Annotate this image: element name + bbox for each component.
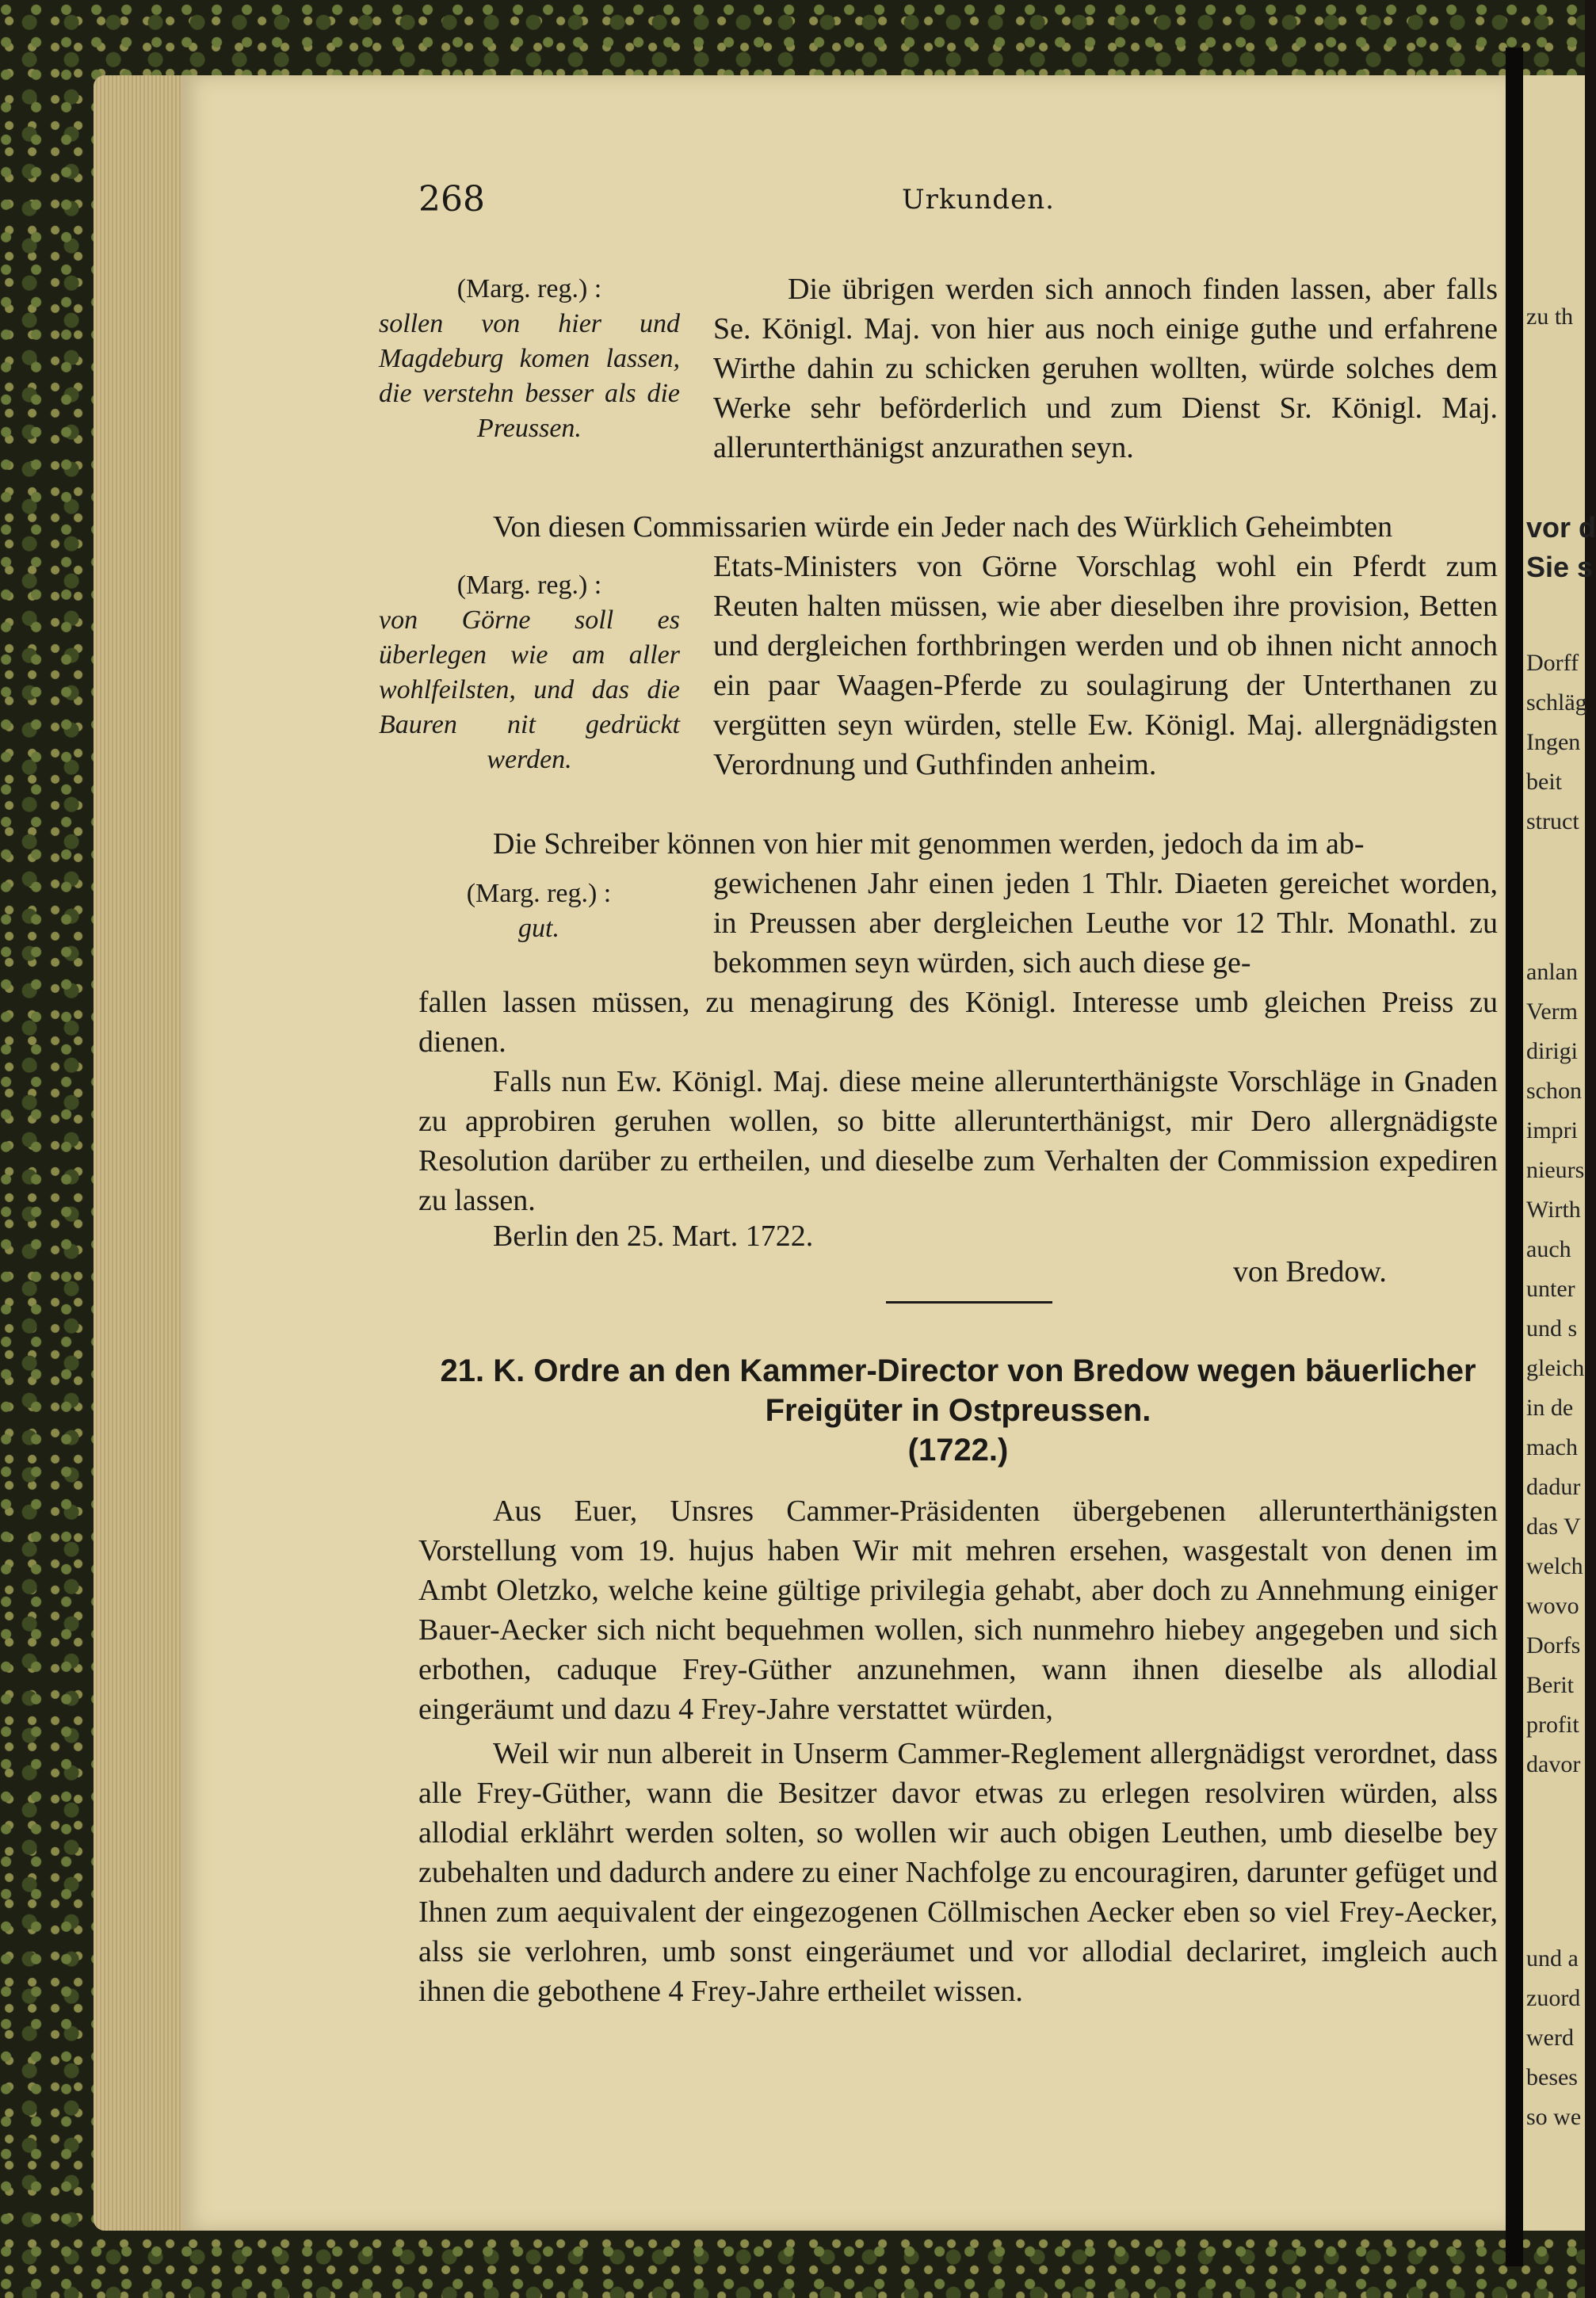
margin-note [379, 272, 680, 446]
next-page-text: das V [1526, 1514, 1581, 1540]
paragraph-text: fallen lassen müssen, zu menagirung des Königl. Interesse umb gleichen Preiss zu dienen. [418, 986, 1498, 1059]
section-heading [418, 1351, 1498, 1470]
next-page-text: schläg [1526, 689, 1587, 716]
next-page-text: dirigi [1526, 1038, 1578, 1064]
next-page-text: werd [1526, 2025, 1574, 2051]
next-page-text: unter [1526, 1276, 1575, 1302]
paragraph-text: Die übrigen werden sich annoch finden lassen, aber falls Se. Königl. Maj. von hier aus noch einige guthe und erfahrene Wirthe dahin zu schicken geruhen wollten, würde solches dem Werke sehr beförderlich und zum Dienst Sr. Königl. Maj. allerunterthänigst anzurathen seyn. [713, 273, 1498, 464]
next-page-text: zu th [1526, 303, 1574, 330]
section-year: (1722.) [907, 1433, 1009, 1468]
next-page-text: Berit [1526, 1672, 1574, 1698]
section-title: K. Ordre an den Kammer-Director von Bredow wegen bäuerlicher Freigüter in Ostpreussen. [493, 1353, 1476, 1428]
running-head: Urkunden. [902, 184, 1055, 216]
signature: von Bredow. [1233, 1255, 1387, 1288]
section-divider [886, 1301, 1052, 1304]
margin-note-body: sollen von hier und Magdeburg komen lassen, die verstehn besser als die Preussen. [379, 309, 680, 443]
next-page-text: schon [1526, 1078, 1582, 1104]
paragraph [418, 983, 1498, 1062]
paragraph-text: Weil wir nun albereit in Unserm Cammer-Reglement allergnädigst verordnet, dass alle Frey-Güther, wann die Besitzer davor etwas zu erlegen resolviren würden, alss allodial erklährt werden solten, so wollen wir auch obigen Leuthen, umb dieselbe bey zubehalten und dadurch andere zu einer Nachfolge zu encouragiren, darunter gefüget und Ihnen zum aequivalent der eingezogenen Cöllmischen Aecker eben so viel Frey-Aecker, alss sie verlohren, umb sonst eingeräumet und vor allodial declariret, imgleich auch ihnen die gebothene 4 Frey-Jahre ertheilet wissen. [418, 1737, 1498, 2008]
next-page-text: und s [1526, 1315, 1578, 1342]
next-page-text: beses [1526, 2064, 1578, 2090]
next-page-text: Ingen [1526, 729, 1581, 755]
next-page-text: struct [1526, 808, 1579, 834]
next-page-text: so we [1526, 2104, 1582, 2130]
page-header [418, 179, 1499, 227]
section-title-line [418, 1351, 1498, 1430]
next-page-text: impri [1526, 1117, 1578, 1143]
next-page-text: nieurs [1526, 1157, 1585, 1183]
margin-note-head: (Marg. reg.) : [466, 879, 612, 908]
next-page-fragment [1523, 75, 1596, 2231]
page-number: 268 [418, 179, 485, 219]
margin-note-head: (Marg. reg.) : [456, 571, 602, 600]
paragraph-text: gewichenen Jahr einen jeden 1 Thlr. Diaeten gereichet worden, in Preussen aber dergleichen Leuthe vor 12 Thlr. Monathl. zu bekommen seyn würden, sich auch diese ge- [713, 867, 1498, 979]
paragraph [418, 1491, 1498, 1729]
next-page-text: zuord [1526, 1985, 1581, 2011]
margin-note-body: von Görne soll es überlegen wie am aller wohlfeilsten, und das die Bauren nit gedrückt werden. [379, 605, 680, 774]
margin-note [444, 876, 634, 946]
margin-note [379, 568, 680, 777]
next-page-text: beit [1526, 769, 1562, 795]
next-page-text: dadur [1526, 1474, 1581, 1500]
next-page-text: gleich [1526, 1355, 1585, 1381]
next-page-text: Verm [1526, 998, 1578, 1025]
paragraph [713, 864, 1498, 983]
paragraph [418, 507, 1498, 547]
next-page-text: welch [1526, 1553, 1583, 1579]
paragraph-text: Die Schreiber können von hier mit genommen werden, jedoch da im ab- [493, 827, 1365, 861]
paragraph-text: Von diesen Commissarien würde ein Jeder nach des Würklich Geheimbten [493, 510, 1393, 544]
next-page-text: in de [1526, 1395, 1574, 1421]
next-page-text: und a [1526, 1945, 1579, 1972]
margin-note-head: (Marg. reg.) : [456, 274, 602, 303]
margin-note-body: gut. [518, 914, 559, 943]
paragraph [418, 1734, 1498, 2011]
section-number: 21. [440, 1353, 485, 1388]
next-page-text: Dorfs [1526, 1632, 1581, 1659]
paragraph-text: Falls nun Ew. Königl. Maj. diese meine allerunterthänigste Vorschläge in Gnaden zu approbiren geruhen wollen, so bitte allerunterthänigst, mir Dero allergnädigste Resolution darüber zu ertheilen, und dieselbe zum Verhalten der Commission expediren zu lassen. [418, 1065, 1498, 1217]
dateline-text: Berlin den 25. Mart. 1722. [493, 1220, 814, 1253]
next-page-text: Sie s [1526, 551, 1594, 583]
next-page-text: Dorff [1526, 650, 1579, 676]
next-page-text: vor d [1526, 511, 1596, 544]
next-page-text: auch [1526, 1236, 1571, 1262]
next-page-text: Wirth [1526, 1197, 1581, 1223]
paragraph-text: Aus Euer, Unsres Cammer-Präsidenten übergebenen allerunterthänigsten Vorstellung vom 19. hujus haben Wir mit mehren ersehen, wasgestalt von denen im Ambt Oletzko, welche keine gültige privilegia gehabt, aber doch zu Annehmung einiger Bauer-Aecker sich nicht bequehmen wollen, sich nunmehro hiebey angegeben und sich erbothen, caduque Frey-Güther anzunehmen, wann ihnen dieselbe als allodial eingeräumt und dazu 4 Frey-Jahre verstattet würden, [418, 1494, 1498, 1726]
page-edges [94, 75, 189, 2231]
paragraph [418, 824, 1498, 864]
paragraph-text: Etats-Ministers von Görne Vorschlag wohl ein Pferdt zum Reuten halten müssen, wie aber dieselben ihre provision, Betten und dergleichen forthbringen werden und ob ihnen nicht annoch ein paar Waagen-Pferde zu soulagirung der Unterthanen zu vergütten seyn würden, stelle Ew. Königl. Maj. allergnädigsten Verordnung und Guthfinden anheim. [713, 550, 1498, 781]
next-page-text: wovo [1526, 1593, 1579, 1619]
paragraph [713, 547, 1498, 784]
next-page-text: anlan [1526, 959, 1578, 985]
next-page-text: profit [1526, 1712, 1579, 1738]
book-gutter [1506, 48, 1523, 2266]
paragraph [418, 1062, 1498, 1220]
paragraph [713, 269, 1498, 468]
next-page-text: davor [1526, 1751, 1581, 1777]
next-page-text: mach [1526, 1434, 1578, 1460]
dateline [418, 1216, 1498, 1256]
